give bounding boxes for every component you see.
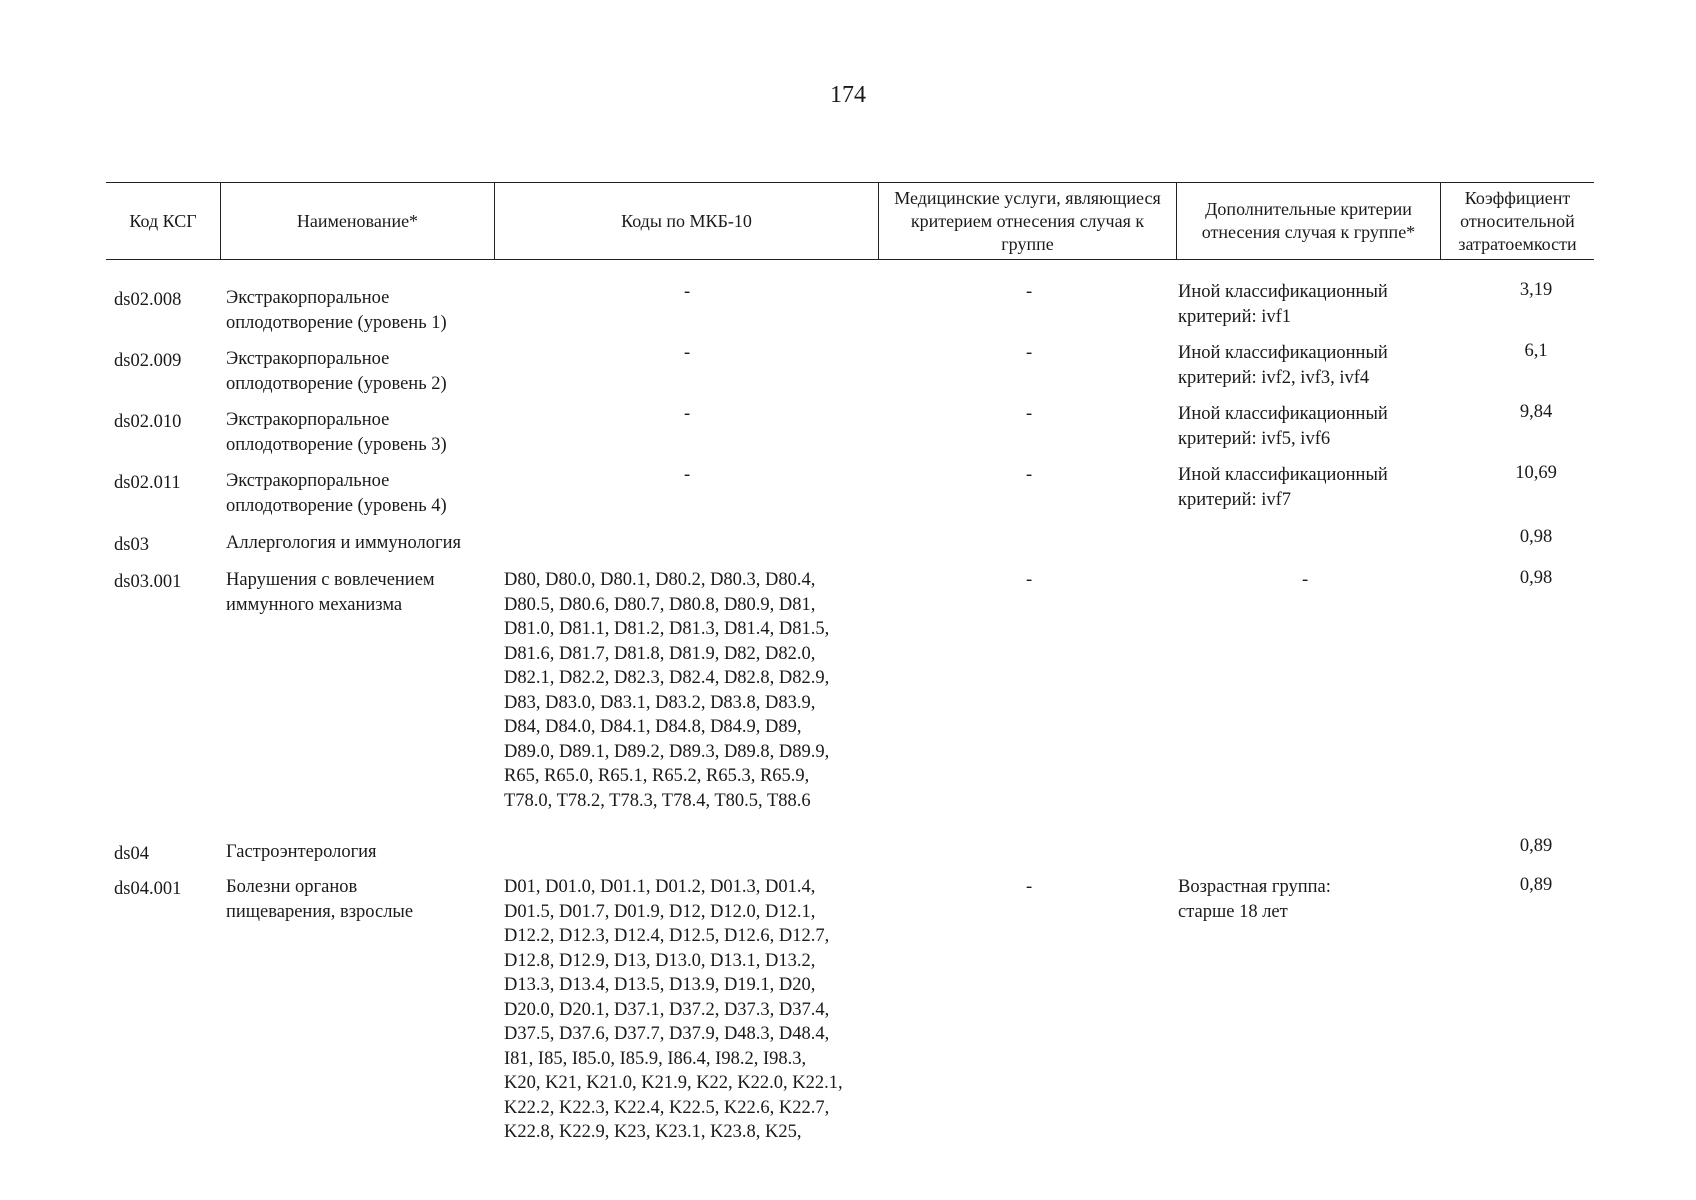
- ksg-code: ds02.011: [114, 473, 181, 493]
- header-name: Наименование*: [220, 183, 494, 259]
- icd-codes: -: [684, 343, 691, 363]
- icd-codes: D01, D01.0, D01.1, D01.2, D01.3, D01.4, D01.5, D01.7, D01.9, D12, D12.0, D12.1, D12.2, D12.3, D12.4, D12.5, D12.6, D12.7, D12.8, D12.9, D13, D13.0, D13.1, D13.2, D13.3, D13.4, D13.5, D13.9, D19.1, D20, D20.0, D20.1, D37.1, D37.2, D37.3, D37.4, D37.5, D37.6, D37.7, D37.9, D48.3, D48.4, I81, I85, I85.0, I85.9, I86.4, I98.2, I98.3, K20, K21, K21.0, K21.9, K22, K22.0, K22.1, K22.2, K22.3, K22.4, K22.5, K22.6, K22.7, K22.8, K22.9, K23, K23.1, K23.8, K25,: [504, 877, 843, 1142]
- additional-criteria: Иной классификационный критерий: ivf7: [1178, 465, 1388, 510]
- icd-codes: -: [684, 404, 691, 424]
- table-header: [106, 182, 1594, 260]
- icd-codes: D80, D80.0, D80.1, D80.2, D80.3, D80.4, D80.5, D80.6, D80.7, D80.8, D80.9, D81, D81.0, D81.1, D81.2, D81.3, D81.4, D81.5, D81.6, D81.7, D81.8, D81.9, D82, D82.0, D82.1, D82.2, D82.3, D82.4, D82.8, D82.9, D83, D83.0, D83.1, D83.2, D83.8, D83.9, D84, D84.0, D84.1, D84.8, D84.9, D89, D89.0, D89.1, D89.2, D89.3, D89.8, D89.9, R65, R65.0, R65.1, R65.2, R65.3, R65.9, T78.0, T78.2, T78.3, T78.4, T80.5, T88.6: [504, 570, 830, 811]
- ksg-name: Экстракорпоральное оплодотворение (уровень 1): [226, 288, 447, 333]
- coefficient: 0,89: [1519, 836, 1553, 856]
- coefficient: 0,98: [1519, 527, 1553, 547]
- additional-criteria: Иной классификационный критерий: ivf5, ivf6: [1178, 404, 1388, 449]
- coefficient: 0,89: [1519, 875, 1553, 895]
- section-name: Гастроэнтерология: [226, 842, 377, 862]
- ksg-name: Экстракорпоральное оплодотворение (уровень 3): [226, 410, 447, 455]
- ksg-name: Экстракорпоральное оплодотворение (уровень 2): [226, 349, 447, 394]
- header-code: Код КСГ: [129, 210, 197, 231]
- ksg-code: ds02.009: [114, 351, 182, 371]
- medical-services: -: [1026, 282, 1033, 302]
- ksg-name: Нарушения с вовлечением иммунного механизма: [226, 570, 435, 615]
- ksg-table: [106, 182, 1594, 1142]
- header-criteria: Дополнительные критерии отнесения случая к группе*: [1176, 183, 1440, 259]
- header-icd10: Коды по МКБ-10: [494, 183, 878, 259]
- coefficient: 10,69: [1515, 463, 1557, 483]
- header-coefficient: Коэффициент относительной затратоемкости: [1440, 183, 1594, 259]
- coefficient: 6,1: [1524, 341, 1548, 361]
- section-code: ds03: [114, 535, 149, 555]
- icd-codes: -: [684, 282, 691, 302]
- icd-codes: -: [684, 465, 691, 485]
- medical-services: -: [1026, 465, 1033, 485]
- medical-services: -: [1026, 570, 1033, 590]
- header-services: Медицинские услуги, являющиеся критерием отнесения случая к группе: [878, 183, 1176, 259]
- additional-criteria: Иной классификационный критерий: ivf2, ivf3, ivf4: [1178, 343, 1388, 388]
- section-name: Аллергология и иммунология: [226, 533, 461, 553]
- medical-services: -: [1026, 404, 1033, 424]
- coefficient: 3,19: [1519, 280, 1553, 300]
- ksg-code: ds02.010: [114, 412, 182, 432]
- medical-services: -: [1026, 877, 1033, 897]
- medical-services: -: [1026, 343, 1033, 363]
- additional-criteria: Иной классификационный критерий: ivf1: [1178, 282, 1388, 327]
- coefficient: 0,98: [1519, 568, 1553, 588]
- additional-criteria: Возрастная группа: старше 18 лет: [1178, 877, 1331, 922]
- ksg-name: Экстракорпоральное оплодотворение (уровень 4): [226, 471, 447, 516]
- ksg-code: ds04.001: [114, 879, 182, 899]
- page-number: 174: [830, 82, 866, 108]
- additional-criteria: -: [1302, 570, 1309, 590]
- ksg-name: Болезни органов пищеварения, взрослые: [226, 877, 414, 922]
- ksg-code: ds03.001: [114, 572, 182, 592]
- coefficient: 9,84: [1519, 402, 1553, 422]
- section-code: ds04: [114, 844, 149, 864]
- ksg-code: ds02.008: [114, 290, 182, 310]
